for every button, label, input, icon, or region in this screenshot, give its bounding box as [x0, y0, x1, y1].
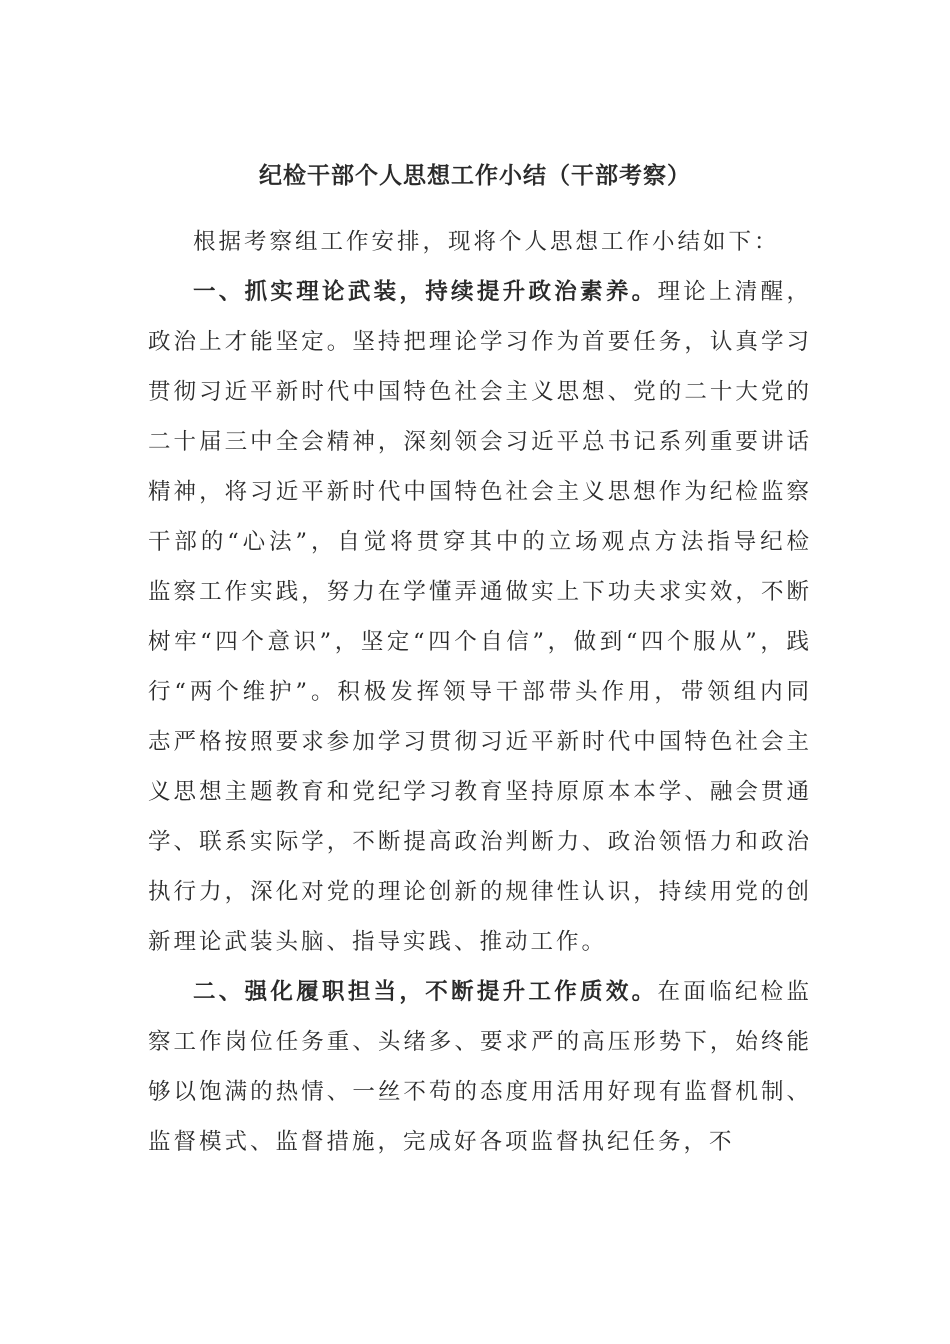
- section-heading-1: 一、抓实理论武装，持续提升政治素养。: [193, 279, 658, 305]
- intro-paragraph: 根据考察组工作安排，现将个人思想工作小结如下：: [193, 229, 780, 255]
- document-title: 纪检干部个人思想工作小结（干部考察）: [259, 162, 691, 189]
- section-paragraph-2: [148, 967, 812, 1167]
- document-body: [148, 217, 812, 1167]
- section-paragraph-1: [148, 267, 812, 967]
- section-heading-2: 二、强化履职担当，不断提升工作质效。: [193, 979, 658, 1005]
- section-body-2: 在面临纪检监察工作岗位任务重、头绪多、要求严的高压形势下，始终能够以饱满的热情、一丝不苟的态度用活用好现有监督机制、监督模式、监督措施，完成好各项监督执纪任务，不: [148, 979, 812, 1155]
- section-body-1: 理论上清醒，政治上才能坚定。坚持把理论学习作为首要任务，认真学习贯彻习近平新时代中国特色社会主义思想、党的二十大党的二十届三中全会精神，深刻领会习近平总书记系列重要讲话精神，将习近平新时代中国特色社会主义思想作为纪检监察干部的“心法”，自觉将贯穿其中的立场观点方法指导纪检监察工作实践，努力在学懂弄通做实上下功夫求实效，不断树牢“四个意识”，坚定“四个自信”，做到“四个服从”，践行“两个维护”。积极发挥领导干部带头作用，带领组内同志严格按照要求参加学习贯彻习近平新时代中国特色社会主义思想主题教育和党纪学习教育坚持原原本本学、融会贯通学、联系实际学，不断提高政治判断力、政治领悟力和政治执行力，深化对党的理论创新的规律性认识，持续用党的创新理论武装头脑、指导实践、推动工作。: [148, 279, 812, 955]
